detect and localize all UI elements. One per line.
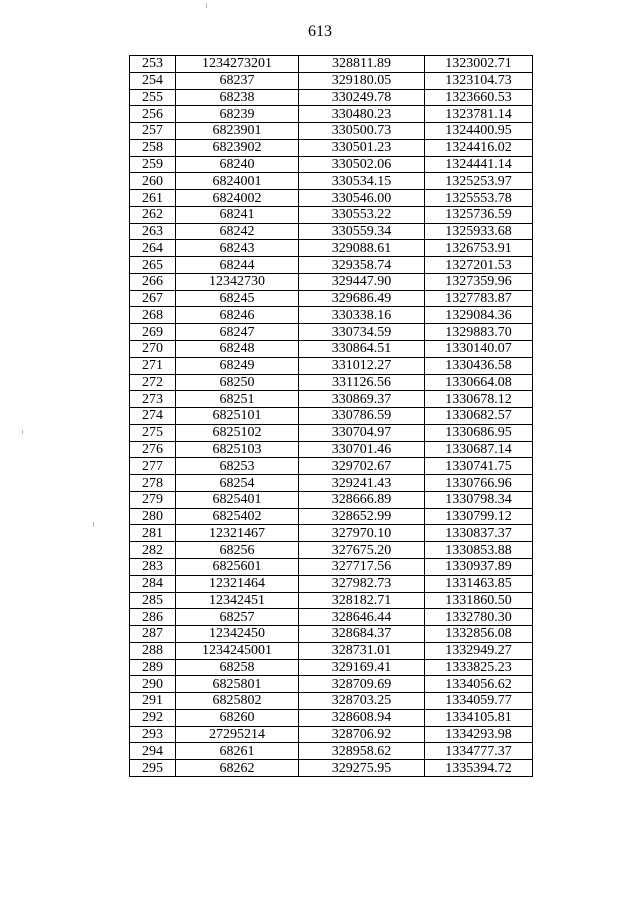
- x-coordinate-cell: 330534.15: [299, 173, 425, 190]
- point-id-cell: 68251: [176, 391, 299, 408]
- table-row: [130, 475, 533, 492]
- y-coordinate-cell: 1330686.95: [425, 424, 533, 441]
- table-row: [130, 190, 533, 207]
- point-number-cell: 288: [130, 642, 176, 659]
- y-coordinate-cell: 1334105.81: [425, 709, 533, 726]
- point-id-cell: 68242: [176, 223, 299, 240]
- y-coordinate-cell: 1332780.30: [425, 609, 533, 626]
- point-id-cell: 6825103: [176, 441, 299, 458]
- table-row: [130, 709, 533, 726]
- x-coordinate-cell: 327717.56: [299, 558, 425, 575]
- table-row: [130, 408, 533, 425]
- x-coordinate-cell: 330701.46: [299, 441, 425, 458]
- point-number-cell: 267: [130, 290, 176, 307]
- x-coordinate-cell: 329241.43: [299, 475, 425, 492]
- table-row: [130, 240, 533, 257]
- x-coordinate-cell: 329358.74: [299, 257, 425, 274]
- point-id-cell: 12342451: [176, 592, 299, 609]
- table-row: [130, 726, 533, 743]
- scan-mark: [22, 430, 23, 434]
- y-coordinate-cell: 1331860.50: [425, 592, 533, 609]
- y-coordinate-cell: 1325933.68: [425, 223, 533, 240]
- point-id-cell: 68254: [176, 475, 299, 492]
- point-number-cell: 269: [130, 324, 176, 341]
- point-number-cell: 291: [130, 693, 176, 710]
- table-row: [130, 290, 533, 307]
- table-row: [130, 257, 533, 274]
- y-coordinate-cell: 1329883.70: [425, 324, 533, 341]
- x-coordinate-cell: 328709.69: [299, 676, 425, 693]
- point-id-cell: 68262: [176, 760, 299, 777]
- table-row: [130, 626, 533, 643]
- y-coordinate-cell: 1323781.14: [425, 106, 533, 123]
- table-row: [130, 424, 533, 441]
- point-number-cell: 254: [130, 72, 176, 89]
- point-number-cell: 260: [130, 173, 176, 190]
- point-number-cell: 289: [130, 659, 176, 676]
- x-coordinate-cell: 330480.23: [299, 106, 425, 123]
- table-row: [130, 592, 533, 609]
- x-coordinate-cell: 330338.16: [299, 307, 425, 324]
- y-coordinate-cell: 1333825.23: [425, 659, 533, 676]
- x-coordinate-cell: 331012.27: [299, 357, 425, 374]
- point-number-cell: 286: [130, 609, 176, 626]
- y-coordinate-cell: 1325253.97: [425, 173, 533, 190]
- point-number-cell: 290: [130, 676, 176, 693]
- y-coordinate-cell: 1330766.96: [425, 475, 533, 492]
- point-number-cell: 293: [130, 726, 176, 743]
- point-id-cell: 6825102: [176, 424, 299, 441]
- x-coordinate-cell: 330786.59: [299, 408, 425, 425]
- table-row: [130, 558, 533, 575]
- point-id-cell: 12342450: [176, 626, 299, 643]
- y-coordinate-cell: 1330937.89: [425, 558, 533, 575]
- point-number-cell: 280: [130, 508, 176, 525]
- y-coordinate-cell: 1323660.53: [425, 89, 533, 106]
- point-id-cell: 27295214: [176, 726, 299, 743]
- table-row: [130, 324, 533, 341]
- x-coordinate-cell: 328731.01: [299, 642, 425, 659]
- y-coordinate-cell: 1334059.77: [425, 693, 533, 710]
- table-row: [130, 357, 533, 374]
- table-row: [130, 273, 533, 290]
- y-coordinate-cell: 1330687.14: [425, 441, 533, 458]
- point-number-cell: 277: [130, 458, 176, 475]
- table-row: [130, 743, 533, 760]
- x-coordinate-cell: 329088.61: [299, 240, 425, 257]
- point-number-cell: 275: [130, 424, 176, 441]
- point-number-cell: 258: [130, 139, 176, 156]
- y-coordinate-cell: 1332856.08: [425, 626, 533, 643]
- point-number-cell: 271: [130, 357, 176, 374]
- y-coordinate-cell: 1334056.62: [425, 676, 533, 693]
- point-id-cell: 6825402: [176, 508, 299, 525]
- x-coordinate-cell: 328684.37: [299, 626, 425, 643]
- x-coordinate-cell: 329447.90: [299, 273, 425, 290]
- table-row: [130, 391, 533, 408]
- x-coordinate-cell: 329275.95: [299, 760, 425, 777]
- point-id-cell: 68257: [176, 609, 299, 626]
- point-number-cell: 255: [130, 89, 176, 106]
- point-id-cell: 6823902: [176, 139, 299, 156]
- point-id-cell: 68261: [176, 743, 299, 760]
- point-number-cell: 273: [130, 391, 176, 408]
- x-coordinate-cell: 329686.49: [299, 290, 425, 307]
- x-coordinate-cell: 327675.20: [299, 542, 425, 559]
- x-coordinate-cell: 330500.73: [299, 123, 425, 140]
- y-coordinate-cell: 1327783.87: [425, 290, 533, 307]
- table-row: [130, 156, 533, 173]
- point-number-cell: 272: [130, 374, 176, 391]
- point-number-cell: 294: [130, 743, 176, 760]
- point-number-cell: 270: [130, 341, 176, 358]
- x-coordinate-cell: 330704.97: [299, 424, 425, 441]
- y-coordinate-cell: 1330678.12: [425, 391, 533, 408]
- point-number-cell: 262: [130, 206, 176, 223]
- point-id-cell: 6824002: [176, 190, 299, 207]
- point-id-cell: 68243: [176, 240, 299, 257]
- x-coordinate-cell: 327982.73: [299, 575, 425, 592]
- point-number-cell: 274: [130, 408, 176, 425]
- y-coordinate-cell: 1335394.72: [425, 760, 533, 777]
- x-coordinate-cell: 330249.78: [299, 89, 425, 106]
- y-coordinate-cell: 1330140.07: [425, 341, 533, 358]
- scan-mark: [206, 3, 207, 8]
- point-id-cell: 68238: [176, 89, 299, 106]
- table-row: [130, 575, 533, 592]
- point-id-cell: 6825802: [176, 693, 299, 710]
- point-id-cell: 68250: [176, 374, 299, 391]
- table-row: [130, 374, 533, 391]
- point-id-cell: 12321464: [176, 575, 299, 592]
- x-coordinate-cell: 328703.25: [299, 693, 425, 710]
- table-row: [130, 491, 533, 508]
- point-number-cell: 261: [130, 190, 176, 207]
- table-row: [130, 206, 533, 223]
- point-id-cell: 1234273201: [176, 56, 299, 73]
- table-row: [130, 609, 533, 626]
- x-coordinate-cell: 331126.56: [299, 374, 425, 391]
- point-id-cell: 68247: [176, 324, 299, 341]
- table-row: [130, 341, 533, 358]
- table-row: [130, 525, 533, 542]
- point-id-cell: 68240: [176, 156, 299, 173]
- coordinates-table-body: [130, 56, 533, 777]
- point-number-cell: 256: [130, 106, 176, 123]
- scan-mark: [93, 522, 94, 527]
- point-id-cell: 6825101: [176, 408, 299, 425]
- x-coordinate-cell: 330734.59: [299, 324, 425, 341]
- x-coordinate-cell: 330502.06: [299, 156, 425, 173]
- x-coordinate-cell: 328958.62: [299, 743, 425, 760]
- point-number-cell: 268: [130, 307, 176, 324]
- point-number-cell: 278: [130, 475, 176, 492]
- point-number-cell: 284: [130, 575, 176, 592]
- y-coordinate-cell: 1329084.36: [425, 307, 533, 324]
- x-coordinate-cell: 328706.92: [299, 726, 425, 743]
- y-coordinate-cell: 1330664.08: [425, 374, 533, 391]
- point-id-cell: 68246: [176, 307, 299, 324]
- table-row: [130, 173, 533, 190]
- point-number-cell: 264: [130, 240, 176, 257]
- point-number-cell: 253: [130, 56, 176, 73]
- y-coordinate-cell: 1330853.88: [425, 542, 533, 559]
- coordinates-table: [129, 55, 533, 777]
- table-row: [130, 693, 533, 710]
- y-coordinate-cell: 1325553.78: [425, 190, 533, 207]
- x-coordinate-cell: 330553.22: [299, 206, 425, 223]
- x-coordinate-cell: 329180.05: [299, 72, 425, 89]
- y-coordinate-cell: 1324416.02: [425, 139, 533, 156]
- x-coordinate-cell: 328182.71: [299, 592, 425, 609]
- table-row: [130, 56, 533, 73]
- x-coordinate-cell: 330869.37: [299, 391, 425, 408]
- table-row: [130, 89, 533, 106]
- point-number-cell: 285: [130, 592, 176, 609]
- point-id-cell: 68237: [176, 72, 299, 89]
- table-row: [130, 642, 533, 659]
- y-coordinate-cell: 1330837.37: [425, 525, 533, 542]
- point-id-cell: 68241: [176, 206, 299, 223]
- x-coordinate-cell: 327970.10: [299, 525, 425, 542]
- table-row: [130, 760, 533, 777]
- point-id-cell: 68245: [176, 290, 299, 307]
- y-coordinate-cell: 1325736.59: [425, 206, 533, 223]
- y-coordinate-cell: 1330798.34: [425, 491, 533, 508]
- point-number-cell: 282: [130, 542, 176, 559]
- y-coordinate-cell: 1330436.58: [425, 357, 533, 374]
- x-coordinate-cell: 328608.94: [299, 709, 425, 726]
- point-number-cell: 265: [130, 257, 176, 274]
- y-coordinate-cell: 1334293.98: [425, 726, 533, 743]
- y-coordinate-cell: 1326753.91: [425, 240, 533, 257]
- point-id-cell: 68244: [176, 257, 299, 274]
- point-id-cell: 6825401: [176, 491, 299, 508]
- point-id-cell: 6824001: [176, 173, 299, 190]
- table-row: [130, 659, 533, 676]
- point-id-cell: 68239: [176, 106, 299, 123]
- table-row: [130, 223, 533, 240]
- point-id-cell: 6823901: [176, 123, 299, 140]
- point-number-cell: 279: [130, 491, 176, 508]
- table-row: [130, 123, 533, 140]
- point-id-cell: 6825801: [176, 676, 299, 693]
- table-row: [130, 72, 533, 89]
- y-coordinate-cell: 1324400.95: [425, 123, 533, 140]
- table-row: [130, 106, 533, 123]
- x-coordinate-cell: 328811.89: [299, 56, 425, 73]
- point-id-cell: 12342730: [176, 273, 299, 290]
- point-number-cell: 266: [130, 273, 176, 290]
- point-number-cell: 292: [130, 709, 176, 726]
- point-number-cell: 257: [130, 123, 176, 140]
- y-coordinate-cell: 1330799.12: [425, 508, 533, 525]
- y-coordinate-cell: 1327201.53: [425, 257, 533, 274]
- point-id-cell: 1234245001: [176, 642, 299, 659]
- x-coordinate-cell: 330864.51: [299, 341, 425, 358]
- point-id-cell: 68249: [176, 357, 299, 374]
- x-coordinate-cell: 330546.00: [299, 190, 425, 207]
- x-coordinate-cell: 329169.41: [299, 659, 425, 676]
- point-id-cell: 68256: [176, 542, 299, 559]
- x-coordinate-cell: 330501.23: [299, 139, 425, 156]
- table-row: [130, 508, 533, 525]
- point-number-cell: 295: [130, 760, 176, 777]
- point-id-cell: 12321467: [176, 525, 299, 542]
- y-coordinate-cell: 1327359.96: [425, 273, 533, 290]
- y-coordinate-cell: 1331463.85: [425, 575, 533, 592]
- point-number-cell: 283: [130, 558, 176, 575]
- point-number-cell: 281: [130, 525, 176, 542]
- table-row: [130, 307, 533, 324]
- table-row: [130, 139, 533, 156]
- y-coordinate-cell: 1323002.71: [425, 56, 533, 73]
- point-number-cell: 259: [130, 156, 176, 173]
- point-number-cell: 287: [130, 626, 176, 643]
- y-coordinate-cell: 1330741.75: [425, 458, 533, 475]
- y-coordinate-cell: 1330682.57: [425, 408, 533, 425]
- point-id-cell: 6825601: [176, 558, 299, 575]
- point-id-cell: 68260: [176, 709, 299, 726]
- point-number-cell: 263: [130, 223, 176, 240]
- y-coordinate-cell: 1323104.73: [425, 72, 533, 89]
- x-coordinate-cell: 330559.34: [299, 223, 425, 240]
- table-row: [130, 458, 533, 475]
- y-coordinate-cell: 1324441.14: [425, 156, 533, 173]
- page-number: 613: [308, 23, 332, 40]
- table-row: [130, 676, 533, 693]
- y-coordinate-cell: 1332949.27: [425, 642, 533, 659]
- x-coordinate-cell: 328666.89: [299, 491, 425, 508]
- x-coordinate-cell: 328652.99: [299, 508, 425, 525]
- point-id-cell: 68248: [176, 341, 299, 358]
- table-row: [130, 441, 533, 458]
- point-id-cell: 68253: [176, 458, 299, 475]
- x-coordinate-cell: 329702.67: [299, 458, 425, 475]
- table-row: [130, 542, 533, 559]
- y-coordinate-cell: 1334777.37: [425, 743, 533, 760]
- point-id-cell: 68258: [176, 659, 299, 676]
- point-number-cell: 276: [130, 441, 176, 458]
- x-coordinate-cell: 328646.44: [299, 609, 425, 626]
